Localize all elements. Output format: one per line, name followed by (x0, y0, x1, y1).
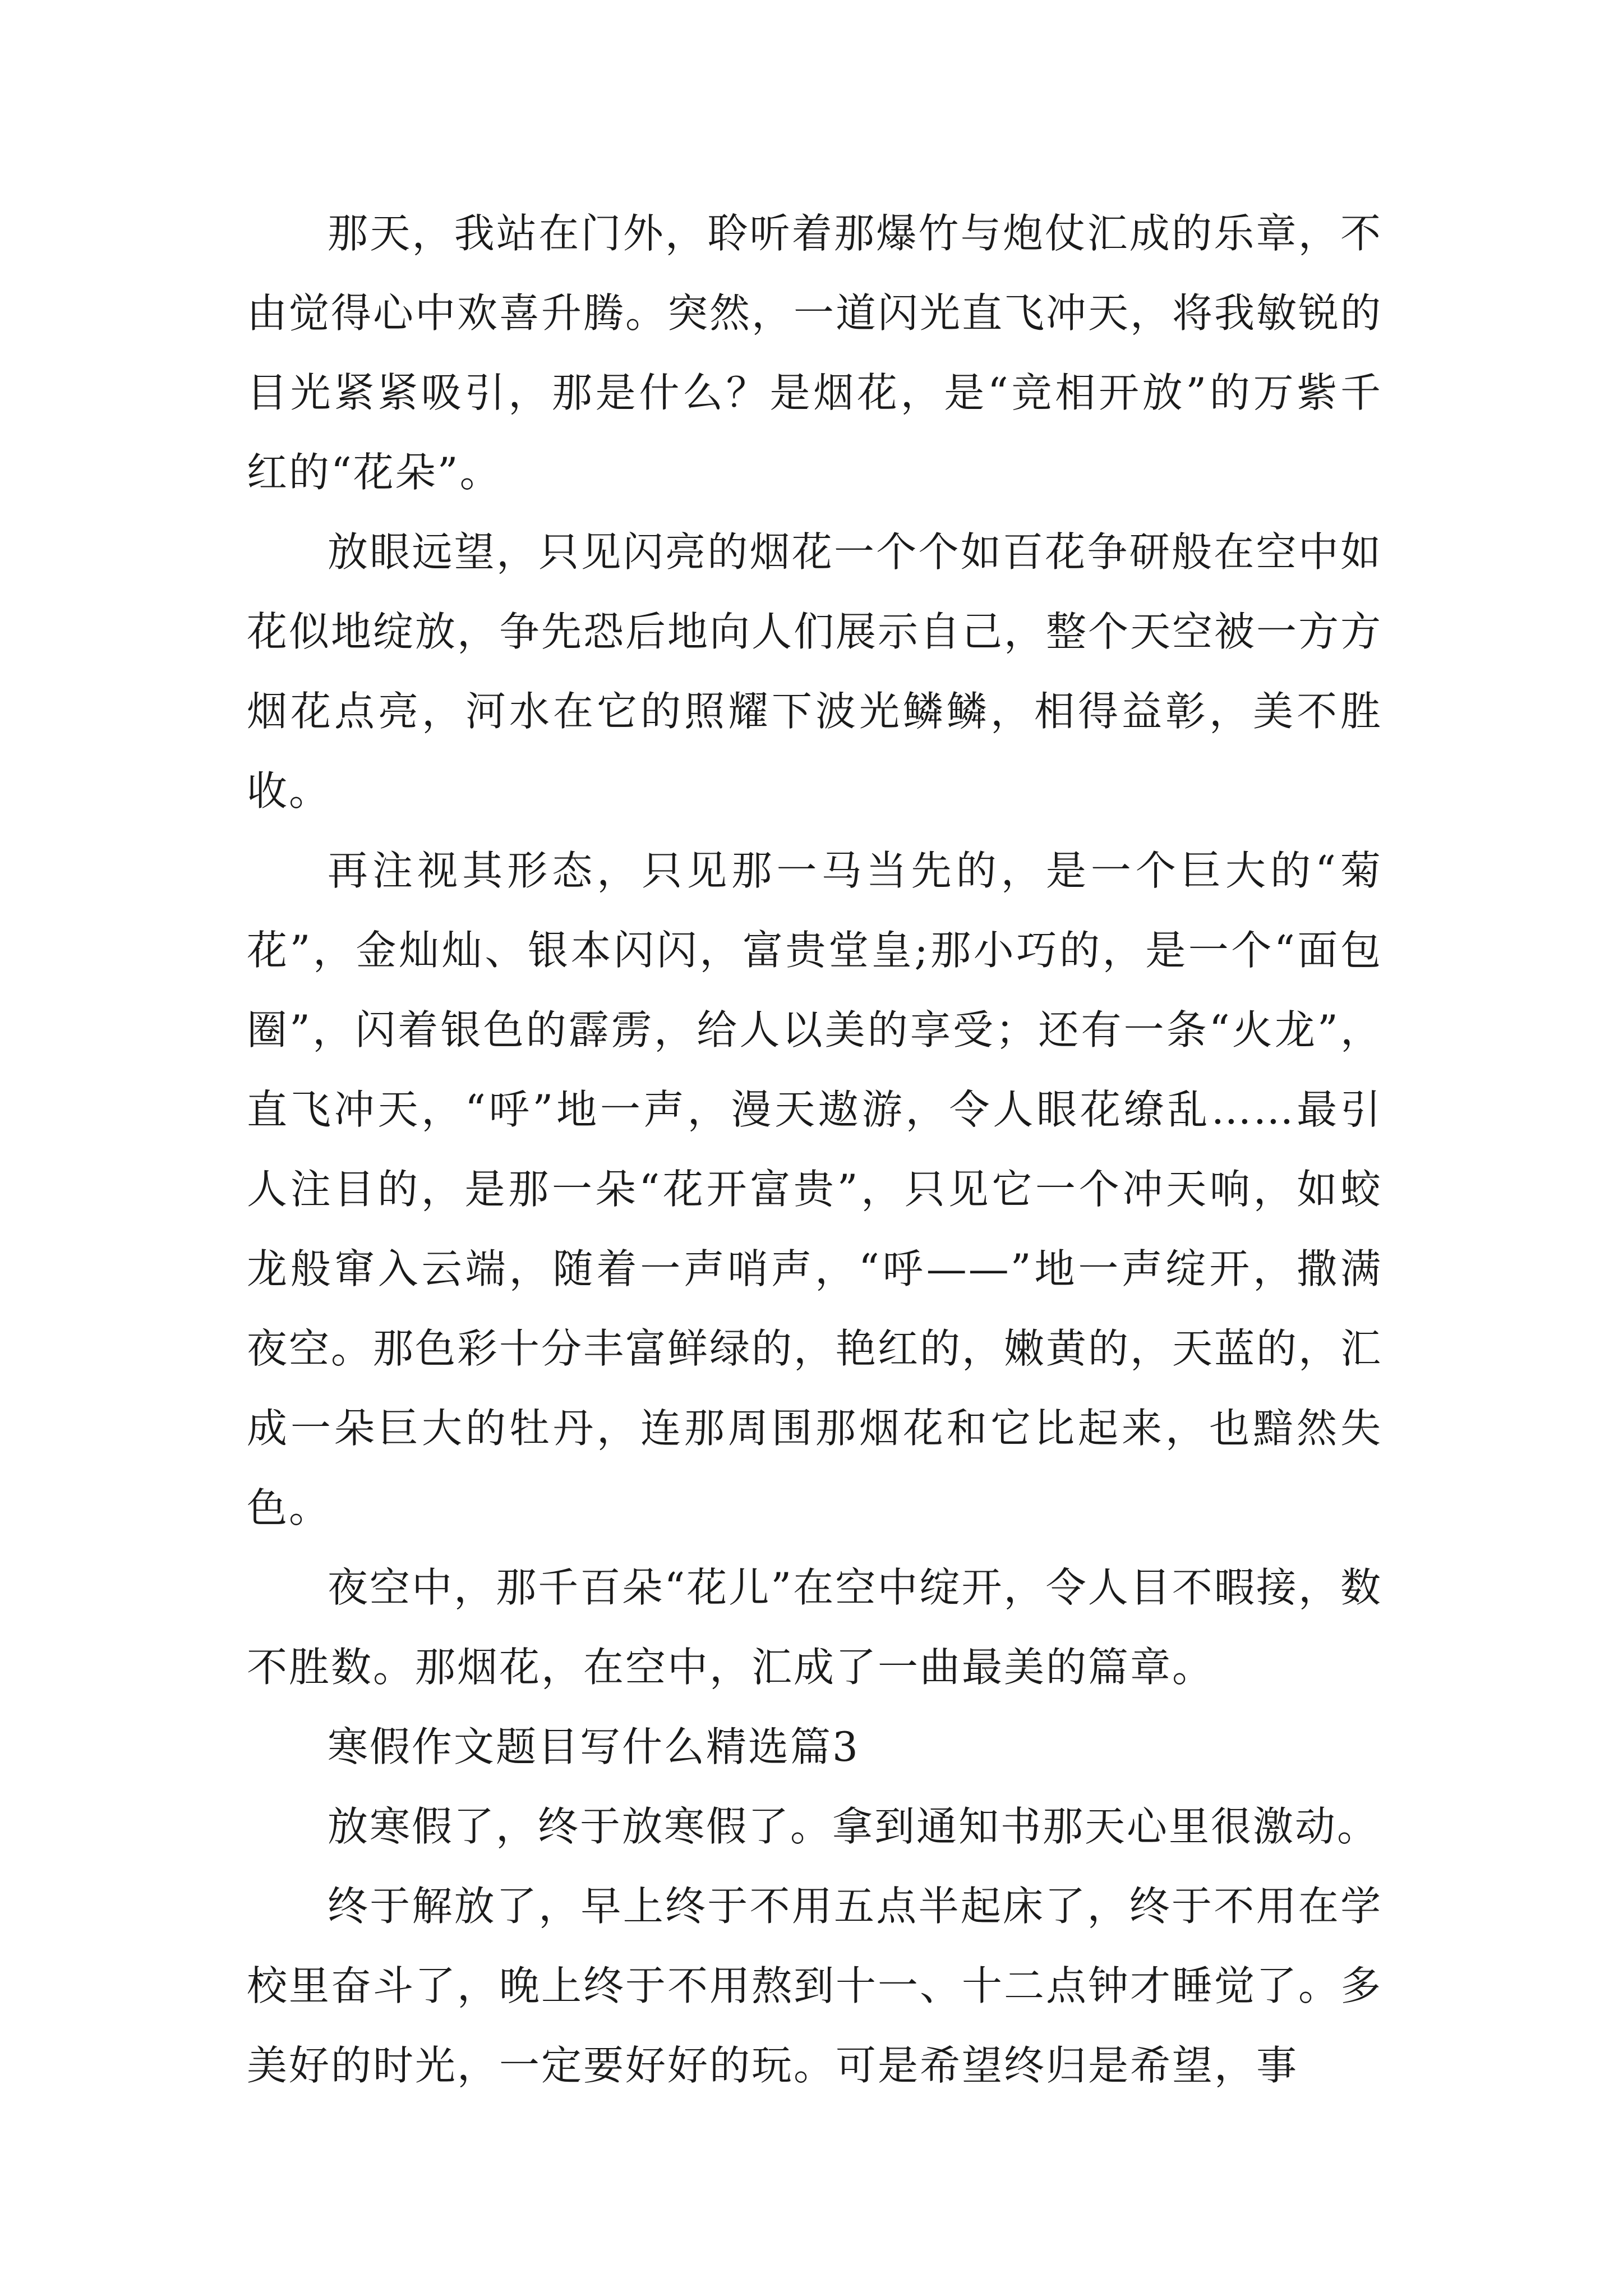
paragraph-fireworks-night: 夜空中，那千百朵“花儿”在空中绽开，令人目不暇接，数不胜数。那烟花，在空中，汇成了一曲最美的篇章。 (247, 1564, 1382, 1691)
paragraph-winter-break: 放寒假了，终于放寒假了。拿到通知书那天心里很激动。 (328, 1803, 1380, 1850)
paragraph-fireworks-intro: 那天，我站在门外，聆听着那爆竹与炮仗汇成的乐章，不由觉得心中欢喜升腾。突然，一道闪光直飞冲天，将我敏锐的目光紧紧吸引，那是什么？是烟花，是“竞相开放”的万紫千红的“花朵”。 (247, 210, 1383, 496)
paragraph-fireworks-view: 放眼远望，只见闪亮的烟花一个个如百花争研般在空中如花似地绽放，争先恐后地向人们展示自己，整个天空被一方方烟花点亮，河水在它的照耀下波光鳞鳞，相得益彰，美不胜收。 (247, 528, 1383, 815)
paragraph-freedom: 终于解放了，早上终于不用五点半起床了，终于不用在学校里奋斗了，晚上终于不用熬到十一、十二点钟才睡觉了。多美好的时光，一定要好好的玩。可是希望终归是希望，事 (247, 1883, 1383, 2089)
section-heading: 寒假作文题目写什么精选篇3 (328, 1723, 860, 1770)
paragraph-fireworks-shapes: 再注视其形态，只见那一马当先的，是一个巨大的“菊花”，金灿灿、银本闪闪，富贵堂皇;那小巧的，是一个“面包圈”，闪着银色的霹雳，给人以美的享受；还有一条“火龙”，直飞冲天，“呼”地一声，漫天遨游，令人眼花缭乱……最引人注目的，是那一朵“花开富贵”，只见它一个冲天响，如蛟龙般窜入云端，随着一声哨声，“呼——”地一声绽开，撒满夜空。那色彩十分丰富鲜绿的，艳红的，嫩黄的，天蓝的，汇成一朵巨大的牡丹，连那周围那烟花和它比起来，也黯然失色。 (247, 847, 1383, 1531)
article-body (247, 194, 1382, 2105)
